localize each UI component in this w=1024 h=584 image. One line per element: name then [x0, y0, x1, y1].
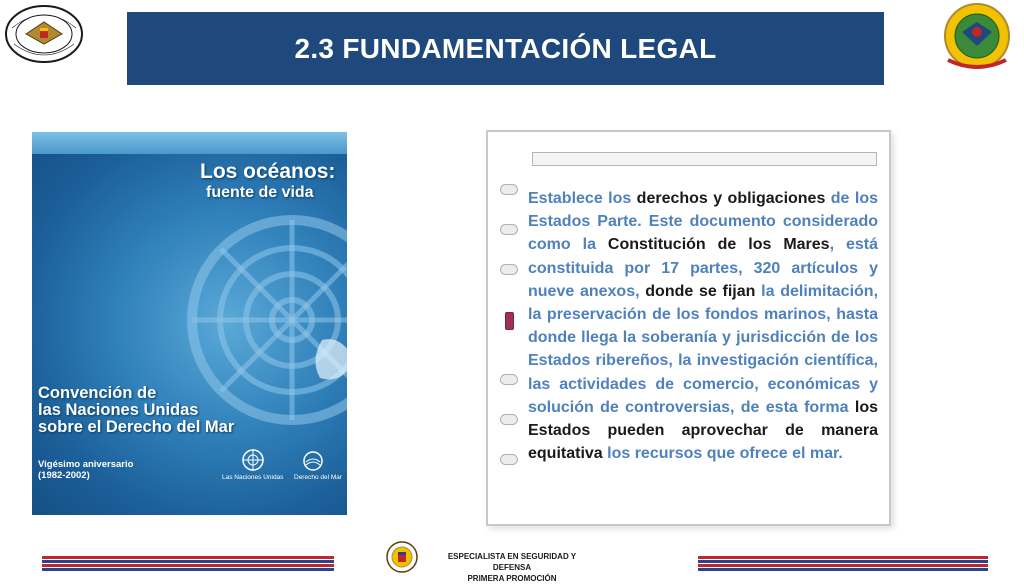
note-segment: los recursos que ofrece el mar. [602, 445, 843, 463]
note-highlight: donde se fijan [645, 282, 756, 300]
red-marker-icon [505, 312, 514, 330]
poster-anniversary-line2: (1982-2002) [38, 470, 90, 481]
note-highlight: Constitución de los Mares [607, 236, 830, 254]
note-highlight: derechos y obligaciones [636, 190, 826, 207]
academy-seal-logo [385, 540, 419, 574]
note-segment: la delimitación, la preservación de los fondos marinos, hasta donde llega la soberanía y jurisdicción de los Estados ribereños, la investigación científica, las actividades de comercio, económicas y solución de controversias, de esta forma [528, 282, 879, 416]
ring-icon [500, 414, 518, 425]
notepad-top-bar [532, 152, 877, 166]
poster-title-line1: Los océanos: [200, 160, 336, 183]
poster-un-caption: Las Naciones Unidas [222, 474, 284, 481]
note-segment: , está constituida por 17 partes, 320 artículos y nueve anexos, [528, 236, 878, 300]
poster-anniversary [38, 459, 133, 481]
footer-stripes-left [42, 556, 334, 572]
ring-icon [500, 224, 518, 235]
ecuador-emblem-logo [934, 2, 1020, 72]
note-segment: Establece los [528, 190, 637, 207]
ring-icon [500, 184, 518, 195]
ring-icon [500, 374, 518, 385]
legal-basis-paragraph [528, 187, 878, 465]
poster-title [200, 160, 335, 202]
footer-caption [428, 551, 596, 584]
ring-icon [500, 264, 518, 275]
footer-stripes-right [698, 556, 988, 572]
footer-line1: ESPECIALISTA EN SEGURIDAD Y DEFENSA [447, 552, 577, 572]
poster-law-caption: Derecho del Mar [294, 474, 343, 481]
poster-title-line2: fuente de vida [206, 184, 314, 201]
poster-convention-line2: las Naciones Unidas [38, 401, 199, 419]
poster-top-strip [32, 132, 347, 154]
note-highlight: los Estados pueden aprovechar de manera equitativa [528, 398, 878, 463]
notepad-card [486, 130, 891, 526]
armed-forces-logo [4, 4, 84, 64]
law-of-sea-logo-icon [302, 450, 324, 472]
poster-convention-line1: Convención de [38, 384, 157, 402]
poster-convention-line3: sobre el Derecho del Mar [38, 418, 235, 436]
poster-convention-title [38, 385, 234, 436]
note-segment: de los Estados Parte. Este documento considerado como la [528, 190, 878, 254]
poster-anniversary-line1: Vigésimo aniversario [38, 459, 134, 470]
slide-title: 2.3 FUNDAMENTACIÓN LEGAL [294, 32, 717, 64]
title-bar [127, 12, 884, 85]
footer-line2: PRIMERA PROMOCIÓN [467, 574, 557, 583]
unclos-poster-image [32, 132, 347, 515]
un-logo-icon [240, 448, 266, 472]
ring-icon [500, 454, 518, 465]
